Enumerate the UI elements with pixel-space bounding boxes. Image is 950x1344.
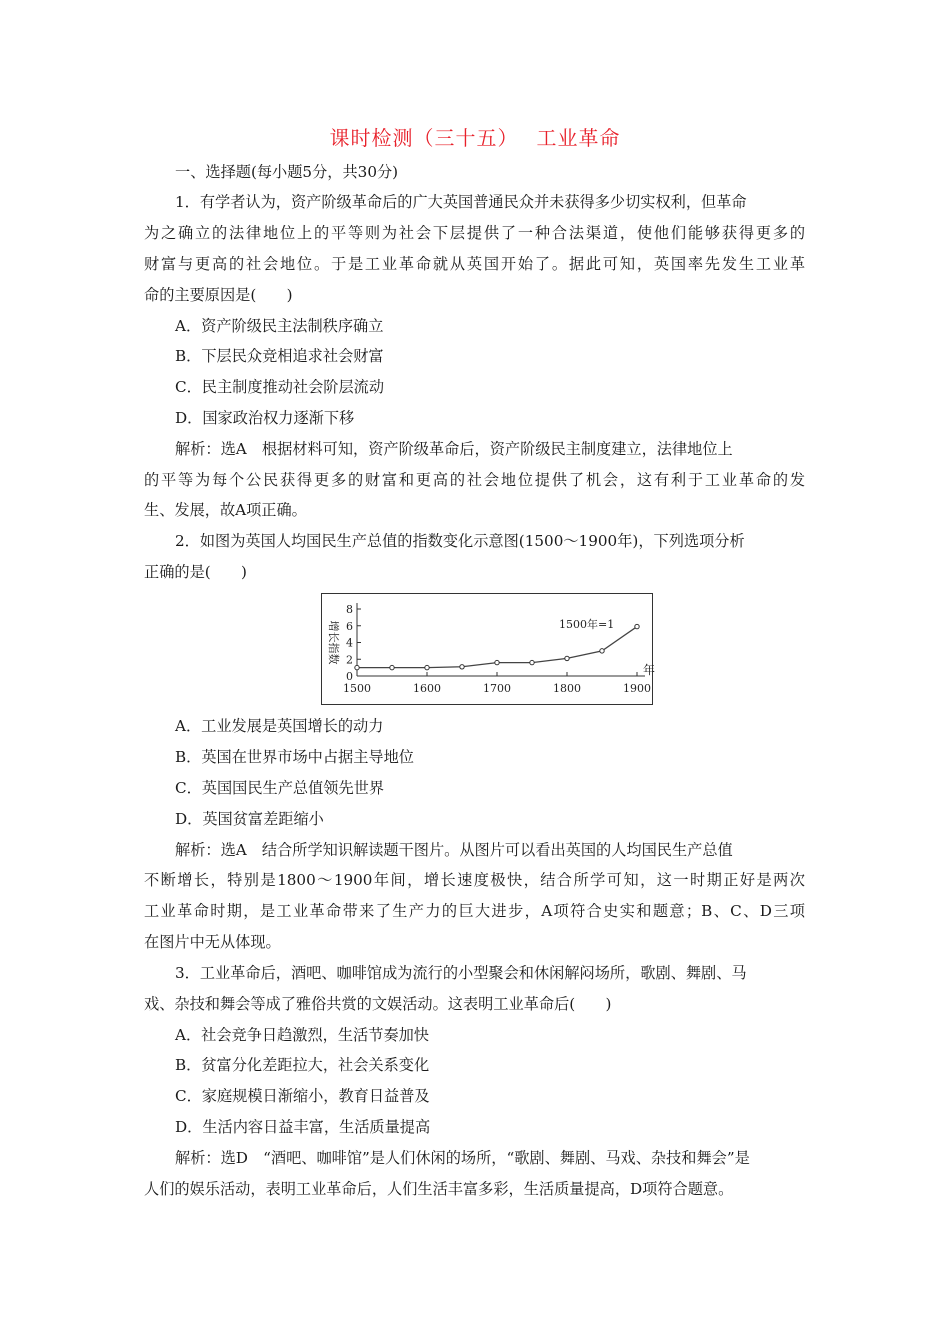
- x-tick-label: 1800: [553, 682, 581, 695]
- page-title: [0, 122, 950, 151]
- data-point: [600, 649, 604, 653]
- chart-annotation: 1500年=1: [559, 618, 615, 631]
- q2-option-c: C．英国国民生产总值领先世界: [175, 779, 385, 797]
- y-axis-label: 增长指数: [327, 620, 340, 665]
- y-tick-label: 0: [346, 670, 353, 683]
- q2-analysis-line: 在图片中无从体现。: [144, 933, 281, 951]
- data-point: [495, 660, 499, 664]
- q1-option-a: A．资产阶级民主法制秩序确立: [175, 317, 384, 335]
- data-point: [355, 665, 359, 669]
- q2-stem-line: 2．如图为英国人均国民生产总值的指数变化示意图(1500～1900年)，下列选项分析: [175, 532, 745, 550]
- y-tick-label: 6: [346, 619, 353, 633]
- q3-analysis-line: 解析：选D “酒吧、咖啡馆”是人们休闲的场所，“歌剧、舞剧、马戏、杂技和舞会”是: [175, 1149, 750, 1167]
- q1-option-c: C．民主制度推动社会阶层流动: [175, 378, 385, 396]
- y-tick-label: 4: [346, 636, 353, 650]
- gnp-index-chart: [321, 593, 656, 705]
- title-sub: 工业革命: [536, 126, 621, 150]
- q1-stem-line: 财富与更高的社会地位。于是工业革命就从英国开始了。据此可知，英国率先发生工业革: [144, 255, 805, 273]
- q1-stem-line: 为之确立的法律地位上的平等则为社会下层提供了一种合法渠道，使他们能够获得更多的: [144, 224, 805, 242]
- q3-option-d: D．生活内容日益丰富，生活质量提高: [175, 1118, 431, 1136]
- q1-analysis-line: 生、发展，故A项正确。: [144, 501, 307, 519]
- q3-option-b: B．贫富分化差距拉大，社会关系变化: [175, 1056, 430, 1074]
- q3-stem-line: 3．工业革命后，酒吧、咖啡馆成为流行的小型聚会和休闲解闷场所，歌剧、舞剧、马: [175, 964, 747, 982]
- x-tick-label: 1700: [483, 682, 511, 695]
- q2-option-d: D．英国贫富差距缩小: [175, 810, 324, 828]
- q3-analysis-line: 人们的娱乐活动，表明工业革命后，人们生活丰富多彩，生活质量提高，D项符合题意。: [144, 1180, 734, 1198]
- section-heading: 一、选择题(每小题5分，共30分): [175, 163, 399, 181]
- data-point: [390, 665, 394, 669]
- q1-stem-line: 命的主要原因是( ): [144, 286, 293, 304]
- title-main: 课时检测（三十五）: [329, 126, 519, 150]
- chart-svg: [321, 593, 656, 705]
- q3-option-a: A．社会竞争日趋激烈，生活节奏加快: [175, 1026, 429, 1044]
- q2-stem-line: 正确的是( ): [144, 563, 247, 581]
- q2-option-a: A．工业发展是英国增长的动力: [175, 717, 384, 735]
- q1-analysis-line: 解析：选A 根据材料可知，资产阶级革命后，资产阶级民主制度建立，法律地位上: [175, 440, 733, 458]
- data-point: [425, 665, 429, 669]
- q1-analysis-line: 的平等为每个公民获得更多的财富和更高的社会地位提供了机会，这有利于工业革命的发: [144, 471, 805, 489]
- x-tick-label: 1500: [343, 682, 371, 695]
- y-tick-label: 8: [346, 603, 353, 616]
- x-axis-label: 年: [643, 663, 656, 677]
- q1-stem-line: 1．有学者认为，资产阶级革命后的广大英国普通民众并未获得多少切实权利，但革命: [175, 193, 747, 211]
- q2-option-b: B．英国在世界市场中占据主导地位: [175, 748, 414, 766]
- y-tick-label: 2: [346, 653, 353, 667]
- q2-analysis-line: 不断增长，特别是1800～1900年间，增长速度极快，结合所学可知，这一时期正好是两次: [144, 871, 805, 889]
- data-point: [635, 624, 639, 628]
- q3-stem-line: 戏、杂技和舞会等成了雅俗共赏的文娱活动。这表明工业革命后( ): [144, 995, 612, 1013]
- data-point: [565, 656, 569, 660]
- q1-option-b: B．下层民众竞相追求社会财富: [175, 347, 384, 365]
- q3-option-c: C．家庭规模日渐缩小，教育日益普及: [175, 1087, 430, 1105]
- x-tick-label: 1900: [623, 682, 651, 695]
- q2-analysis-line: 解析：选A 结合所学知识解读题干图片。从图片可以看出英国的人均国民生产总值: [175, 841, 733, 859]
- q2-analysis-line: 工业革命时期，是工业革命带来了生产力的巨大进步，A项符合史实和题意；B、C、D三项: [144, 902, 805, 920]
- q1-option-d: D．国家政治权力逐渐下移: [175, 409, 355, 427]
- x-tick-label: 1600: [413, 682, 441, 695]
- data-point: [460, 665, 464, 669]
- data-point: [530, 660, 534, 664]
